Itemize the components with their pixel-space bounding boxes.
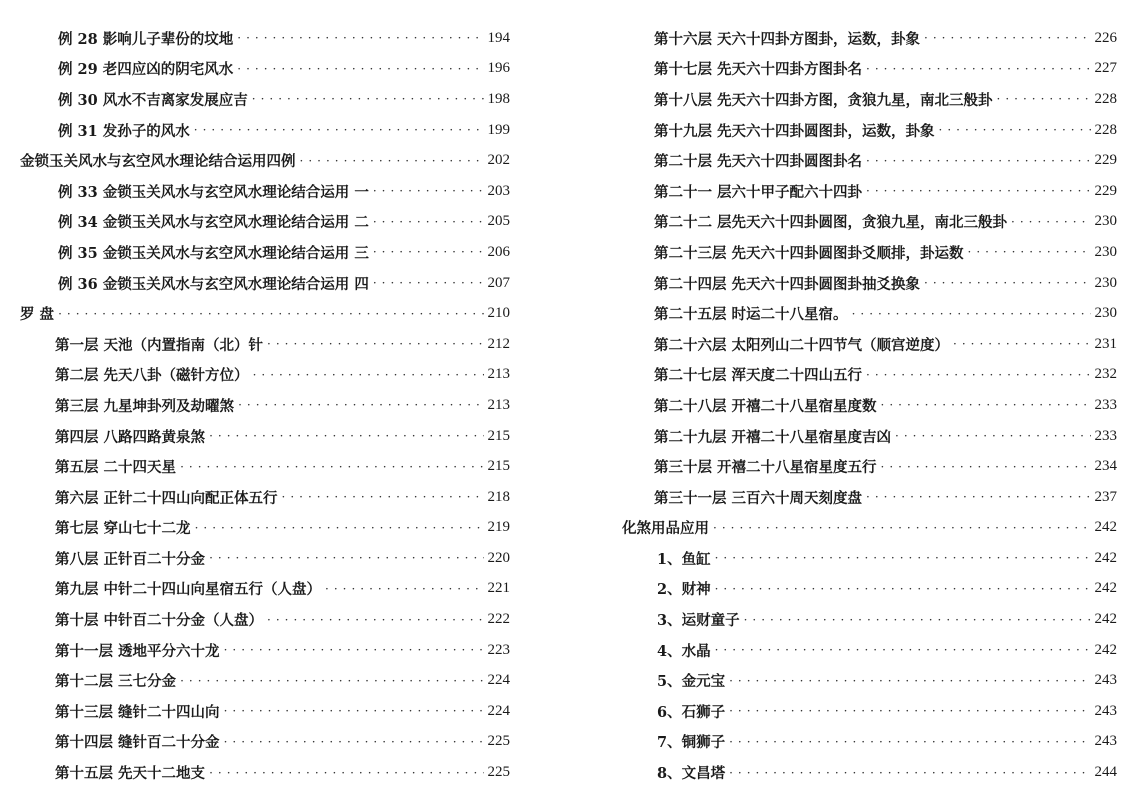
toc-entry-page: 230: [1094, 274, 1117, 291]
toc-entry-page: 244: [1094, 764, 1117, 781]
toc-entry-title: 第十七层 先天六十四卦方图卦名: [654, 61, 863, 79]
toc-entry-title: 例 35 金锁玉关风水与玄空风水理论结合运用 三: [58, 244, 369, 262]
toc-right-column: [612, 23, 1117, 788]
toc-entry: [0, 237, 510, 268]
toc-entry-page: 243: [1094, 672, 1117, 689]
toc-entry-page: 219: [487, 519, 510, 536]
toc-entry-title: 3、运财童子: [657, 612, 740, 630]
toc-leader-dots: [866, 368, 1090, 382]
toc-entry: [0, 145, 510, 176]
toc-entry-page: 242: [1094, 611, 1117, 628]
toc-entry: [0, 727, 510, 758]
toc-entry-title: 2、财神: [657, 581, 711, 599]
toc-entry: [0, 23, 510, 54]
toc-entry-title: 第二十六层 太阳列山二十四节气（顺宫逆度）: [654, 336, 950, 354]
toc-leader-dots: [715, 551, 1091, 565]
toc-entry-title: 4、水晶: [657, 642, 711, 660]
toc-leader-dots: [282, 490, 484, 504]
toc-entry: [612, 543, 1117, 574]
toc-leader-dots: [180, 674, 483, 688]
toc-leader-dots: [209, 429, 483, 443]
toc-entry: [612, 298, 1117, 329]
toc-entry-title: 第九层 中针二十四山向星宿五行（人盘）: [55, 581, 322, 599]
toc-entry-title: 6、石狮子: [657, 703, 726, 721]
toc-leader-dots: [866, 490, 1090, 504]
toc-entry: [612, 727, 1117, 758]
toc-entry: [612, 757, 1117, 788]
toc-leader-dots: [939, 123, 1091, 137]
toc-leader-dots: [729, 704, 1090, 718]
toc-entry-page: 226: [1094, 29, 1117, 46]
toc-entry: [0, 635, 510, 666]
toc-entry-title: 第十三层 缝针二十四山向: [55, 703, 220, 721]
toc-entry-title: 化煞用品应用: [622, 520, 709, 538]
toc-entry: [612, 390, 1117, 421]
toc-entry-title: 第十一层 透地平分六十龙: [55, 642, 220, 660]
toc-entry-page: 203: [487, 182, 510, 199]
toc-leader-dots: [58, 307, 483, 321]
toc-entry-title: 第五层 二十四天星: [55, 459, 177, 477]
toc-entry-page: 210: [487, 305, 510, 322]
toc-entry-title: 罗 盘: [20, 306, 55, 324]
toc-entry: [612, 115, 1117, 146]
toc-entry: [0, 329, 510, 360]
toc-entry-page: 225: [487, 733, 510, 750]
toc-entry-page: 232: [1094, 366, 1117, 383]
toc-entry-title: 第二十九层 开禧二十八星宿星度吉凶: [654, 428, 892, 446]
toc-entry: [612, 513, 1117, 544]
toc-entry-title: 第十五层 先天十二地支: [55, 765, 206, 783]
toc-entry-title: 第十九层 先天六十四卦圆图卦，运数，卦象: [654, 122, 935, 140]
toc-entry-title: 5、金元宝: [657, 673, 726, 691]
toc-leader-dots: [252, 92, 484, 106]
toc-entry: [0, 513, 510, 544]
toc-entry-title: 第二十五层 时运二十八星宿。: [654, 306, 848, 324]
toc-entry-page: 202: [487, 152, 510, 169]
toc-entry: [612, 696, 1117, 727]
toc-leader-dots: [267, 337, 483, 351]
toc-entry: [0, 757, 510, 788]
toc-entry-page: 242: [1094, 549, 1117, 566]
toc-entry: [0, 268, 510, 299]
toc-entry: [0, 176, 510, 207]
toc-entry-page: 224: [487, 702, 510, 719]
toc-entry: [612, 23, 1117, 54]
toc-entry-title: 第十四层 缝针百二十分金: [55, 734, 220, 752]
toc-entry: [612, 482, 1117, 513]
toc-entry-title: 第四层 八路四路黄泉煞: [55, 428, 206, 446]
toc-entry: [0, 207, 510, 238]
toc-leader-dots: [968, 245, 1091, 259]
toc-entry: [0, 543, 510, 574]
toc-entry-title: 第十六层 天六十四卦方图卦，运数，卦象: [654, 30, 921, 48]
toc-entry-title: 第二层 先天八卦（磁针方位）: [55, 367, 249, 385]
toc-entry-title: 第一层 天池（内置指南（北）针: [55, 336, 264, 354]
toc-entry-title: 第十八层 先天六十四卦方图，贪狼九星，南北三般卦: [654, 91, 993, 109]
toc-entry-title: 7、铜狮子: [657, 734, 726, 752]
toc-leader-dots: [194, 123, 484, 137]
toc-entry-title: 例 33 金锁玉关风水与玄空风水理论结合运用 一: [58, 183, 369, 201]
toc-entry-title: 例 34 金锁玉关风水与玄空风水理论结合运用 二: [58, 214, 369, 232]
toc-leader-dots: [895, 429, 1090, 443]
toc-entry-page: 229: [1094, 182, 1117, 199]
toc-entry: [0, 574, 510, 605]
toc-entry-title: 第六层 正针二十四山向配正体五行: [55, 489, 278, 507]
toc-entry: [612, 451, 1117, 482]
toc-entry: [0, 390, 510, 421]
toc-entry: [612, 84, 1117, 115]
toc-entry: [0, 115, 510, 146]
toc-entry-title: 第二十一 层六十甲子配六十四卦: [654, 183, 863, 201]
toc-leader-dots: [866, 184, 1090, 198]
toc-entry: [612, 665, 1117, 696]
toc-entry-page: 242: [1094, 641, 1117, 658]
toc-entry-title: 第二十八层 开禧二十八星宿星度数: [654, 397, 877, 415]
toc-entry-title: 第三十层 开禧二十八星宿星度五行: [654, 459, 877, 477]
toc-entry-title: 第八层 正针百二十分金: [55, 550, 206, 568]
toc-entry-page: 213: [487, 366, 510, 383]
toc-entry: [612, 329, 1117, 360]
toc-entry-page: 207: [487, 274, 510, 291]
toc-left-column: [0, 23, 510, 788]
toc-entry-page: 206: [487, 243, 510, 260]
toc-entry-page: 233: [1094, 427, 1117, 444]
toc-entry-page: 231: [1094, 335, 1117, 352]
toc-entry: [612, 268, 1117, 299]
toc-entry: [612, 421, 1117, 452]
toc-entry-page: 198: [487, 90, 510, 107]
toc-entry-title: 8、文昌塔: [657, 765, 726, 783]
toc-entry-title: 第二十三层 先天六十四卦圆图卦爻顺排，卦运数: [654, 244, 964, 262]
toc-entry-page: 213: [487, 396, 510, 413]
toc-entry: [612, 176, 1117, 207]
toc-entry-page: 242: [1094, 519, 1117, 536]
toc-entry-page: 224: [487, 672, 510, 689]
toc-leader-dots: [729, 735, 1090, 749]
toc-entry-page: 230: [1094, 213, 1117, 230]
toc-leader-dots: [881, 398, 1091, 412]
toc-entry-page: 242: [1094, 580, 1117, 597]
toc-entry-page: 227: [1094, 60, 1117, 77]
toc-leader-dots: [224, 643, 484, 657]
toc-entry-page: 228: [1094, 90, 1117, 107]
toc-leader-dots: [209, 766, 483, 780]
toc-entry-page: 215: [487, 427, 510, 444]
toc-entry-page: 205: [487, 213, 510, 230]
toc-entry-title: 第二十二 层先天六十四卦圆图，贪狼九星，南北三般卦: [654, 214, 1008, 232]
toc-entry: [0, 665, 510, 696]
toc-entry: [612, 360, 1117, 391]
toc-leader-dots: [866, 154, 1090, 168]
toc-entry: [612, 145, 1117, 176]
toc-entry-title: 例 31 发孙子的风水: [58, 122, 190, 140]
toc-entry-page: 218: [487, 488, 510, 505]
toc-entry: [0, 84, 510, 115]
toc-leader-dots: [180, 460, 483, 474]
toc-leader-dots: [1011, 215, 1090, 229]
toc-entry-page: 196: [487, 60, 510, 77]
toc-leader-dots: [715, 643, 1091, 657]
toc-entry: [0, 604, 510, 635]
toc-leader-dots: [253, 368, 484, 382]
toc-leader-dots: [325, 582, 483, 596]
toc-leader-dots: [744, 613, 1091, 627]
toc-entry: [612, 207, 1117, 238]
toc-leader-dots: [729, 674, 1090, 688]
toc-entry-page: 212: [487, 335, 510, 352]
toc-entry-page: 222: [487, 611, 510, 628]
toc-entry: [0, 451, 510, 482]
toc-leader-dots: [713, 521, 1091, 535]
toc-leader-dots: [267, 613, 483, 627]
toc-entry: [0, 54, 510, 85]
toc-leader-dots: [373, 276, 484, 290]
toc-leader-dots: [924, 31, 1090, 45]
toc-entry-page: 220: [487, 549, 510, 566]
toc-leader-dots: [195, 521, 484, 535]
toc-leader-dots: [224, 704, 484, 718]
toc-entry: [612, 604, 1117, 635]
toc-entry-title: 第三层 九星坤卦列及劫曜煞: [55, 397, 235, 415]
toc-leader-dots: [715, 582, 1091, 596]
toc-entry: [612, 237, 1117, 268]
toc-entry-page: 234: [1094, 458, 1117, 475]
toc-entry-page: 228: [1094, 121, 1117, 138]
toc-entry-page: 194: [487, 29, 510, 46]
toc-leader-dots: [224, 735, 484, 749]
toc-entry-page: 225: [487, 764, 510, 781]
toc-entry-page: 223: [487, 641, 510, 658]
toc-entry-title: 例 28 影响儿子辈份的坟地: [58, 30, 234, 48]
toc-leader-dots: [373, 245, 484, 259]
toc-entry-title: 第二十层 先天六十四卦圆图卦名: [654, 153, 863, 171]
toc-leader-dots: [881, 460, 1091, 474]
toc-entry: [0, 421, 510, 452]
toc-entry: [612, 54, 1117, 85]
toc-entry: [612, 574, 1117, 605]
toc-leader-dots: [924, 276, 1090, 290]
toc-leader-dots: [866, 62, 1090, 76]
toc-leader-dots: [237, 62, 483, 76]
toc-entry-title: 第十层 中针百二十分金（人盘）: [55, 612, 264, 630]
toc-leader-dots: [729, 766, 1090, 780]
toc-entry-title: 例 36 金锁玉关风水与玄空风水理论结合运用 四: [58, 275, 369, 293]
toc-entry-title: 1、鱼缸: [657, 550, 711, 568]
toc-entry-page: 230: [1094, 243, 1117, 260]
toc-entry-page: 233: [1094, 396, 1117, 413]
toc-entry-title: 第七层 穿山七十二龙: [55, 520, 191, 538]
toc-entry-title: 第二十七层 浑天度二十四山五行: [654, 367, 863, 385]
toc-leader-dots: [373, 184, 484, 198]
toc-leader-dots: [373, 215, 484, 229]
toc-entry-title: 第三十一层 三百六十周天刻度盘: [654, 489, 863, 507]
toc-entry-page: 237: [1094, 488, 1117, 505]
toc-entry: [612, 635, 1117, 666]
toc-entry: [0, 298, 510, 329]
toc-entry-title: 例 29 老四应凶的阴宅风水: [58, 61, 234, 79]
toc-leader-dots: [852, 307, 1091, 321]
toc-entry-page: 243: [1094, 702, 1117, 719]
toc-entry-title: 第十二层 三七分金: [55, 673, 177, 691]
toc-entry-page: 215: [487, 458, 510, 475]
toc-leader-dots: [997, 92, 1091, 106]
toc-leader-dots: [300, 154, 484, 168]
toc-entry-page: 230: [1094, 305, 1117, 322]
toc-entry-page: 199: [487, 121, 510, 138]
toc-leader-dots: [237, 31, 483, 45]
toc-entry-page: 229: [1094, 152, 1117, 169]
toc-leader-dots: [209, 551, 483, 565]
toc-entry-page: 243: [1094, 733, 1117, 750]
toc-entry: [0, 482, 510, 513]
toc-entry-title: 金锁玉关风水与玄空风水理论结合运用四例: [20, 153, 296, 171]
toc-leader-dots: [238, 398, 483, 412]
toc-leader-dots: [953, 337, 1090, 351]
toc-entry: [0, 360, 510, 391]
toc-entry-page: 221: [487, 580, 510, 597]
toc-entry-title: 第二十四层 先天六十四卦圆图卦抽爻换象: [654, 275, 921, 293]
toc-entry-title: 例 30 风水不吉离家发展应吉: [58, 91, 248, 109]
toc-entry: [0, 696, 510, 727]
